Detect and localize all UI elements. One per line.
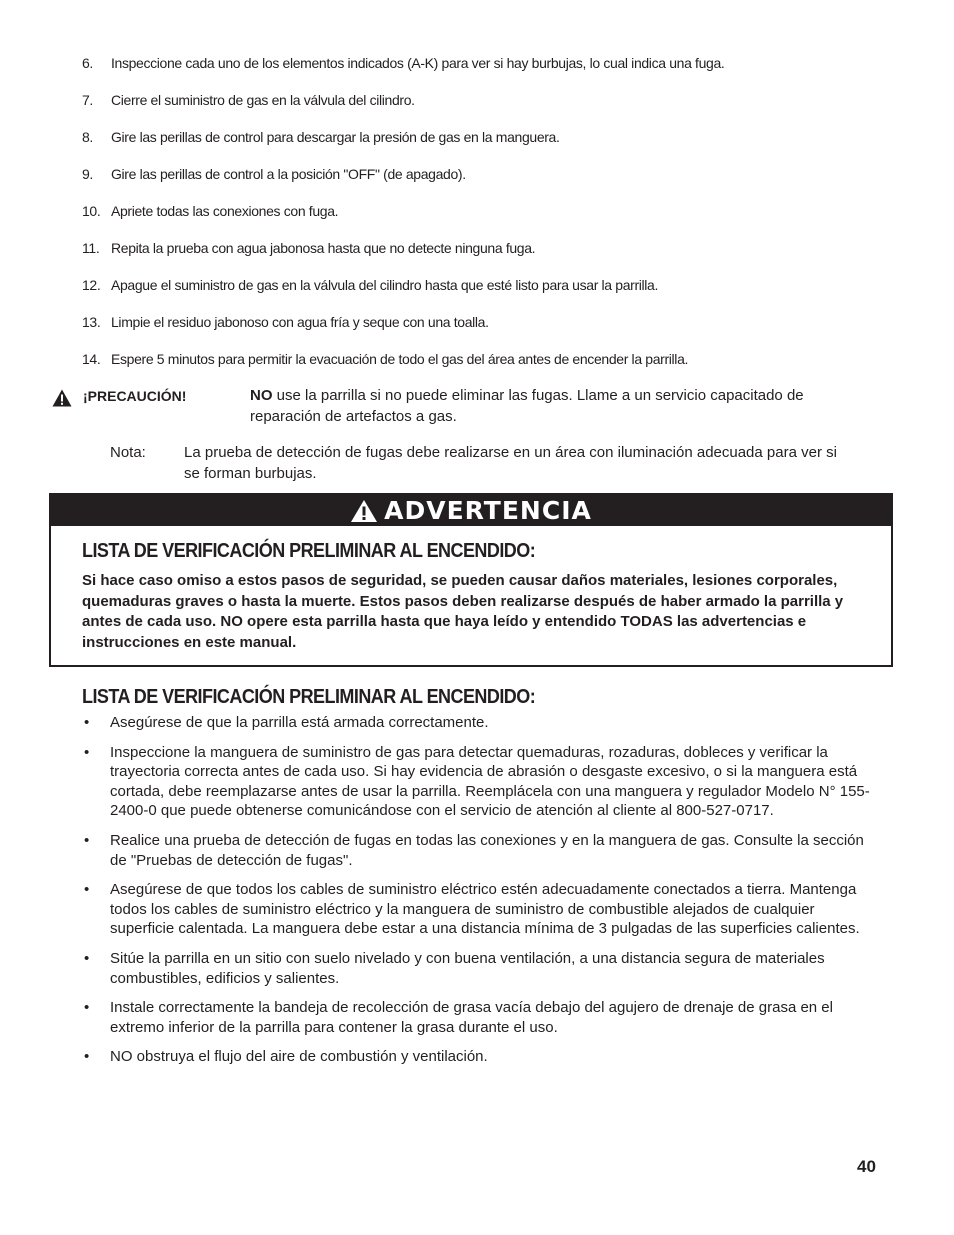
step-text: Gire las perillas de control a la posición "OFF" (de apagado). (111, 166, 466, 182)
step-text: Inspeccione cada uno de los elementos indicados (A-K) para ver si hay burbujas, lo cual indica una fuga. (111, 55, 725, 71)
step-item (82, 203, 902, 240)
warning-triangle-icon (52, 389, 72, 407)
list-item-text: Realice una prueba de detección de fugas en todas las conexiones y en la manguera de gas. Consulte la sección de "Pruebas de detección de fugas". (110, 831, 864, 869)
step-number: 13. (82, 314, 101, 330)
list-item (82, 1047, 882, 1067)
list-item-text: Inspeccione la manguera de suministro de gas para detectar quemaduras, rozaduras, dobleces y verificar la trayectoria correcta antes de cada uso. Si hay evidencia de abrasión o desgaste excesivo, o si la manguera está cortada, debe reemplazarse antes de usar la parrilla. Reemplácela con una manguera y regulador Modelo N° 155-2400-0 que puede obtenerse comunicándose con el servicio de atención al cliente al 800-527-0717. (110, 743, 870, 820)
step-item (82, 92, 902, 129)
step-text: Cierre el suministro de gas en la válvula del cilindro. (111, 92, 415, 108)
step-number: 9. (82, 166, 93, 182)
step-number: 7. (82, 92, 93, 108)
warning-title: ADVERTENCIA (384, 496, 592, 525)
step-item (82, 129, 902, 166)
step-item (82, 55, 902, 92)
step-text: Gire las perillas de control para descargar la presión de gas en la manguera. (111, 129, 560, 145)
caution-text: use la parrilla si no puede eliminar las fugas. Llame a un servicio capacitado de reparación de artefactos a gas. (250, 387, 804, 425)
list-item (82, 949, 882, 988)
list-item (82, 831, 882, 870)
list-item-text: Asegúrese de que todos los cables de suministro eléctrico estén adecuadamente conectados a tierra. Mantenga todos los cables de suministro eléctrico y la manguera de suministro de combustible alejados de cualquier superficie calentada. La manguera debe estar a una distancia mínima de 3 pulgadas de las superficies calientes. (110, 881, 860, 938)
bullet-symbol: • (84, 714, 90, 731)
warning-triangle-icon (350, 499, 378, 523)
bullet-symbol: • (84, 949, 90, 967)
step-number: 6. (82, 55, 93, 71)
step-item (82, 166, 902, 203)
warning-banner (51, 495, 891, 526)
note-label: Nota: (110, 444, 146, 461)
list-item (82, 880, 882, 939)
step-text: Apriete todas las conexiones con fuga. (111, 203, 339, 219)
checklist (82, 713, 882, 1077)
bullet-symbol: • (84, 743, 90, 761)
page-number: 40 (857, 1157, 876, 1176)
caution-message (250, 386, 860, 427)
list-item-text: Asegúrese de que la parrilla está armada correctamente. (110, 714, 489, 731)
caution-label: ¡PRECAUCIÓN! (83, 388, 187, 404)
bullet-symbol: • (84, 999, 90, 1017)
step-text: Limpie el residuo jabonoso con agua fría y seque con una toalla. (111, 314, 489, 330)
list-item-text: NO obstruya el flujo del aire de combustión y ventilación. (110, 1048, 488, 1066)
bullet-symbol: • (84, 831, 90, 849)
step-number: 14. (82, 351, 101, 367)
step-number: 11. (82, 240, 100, 256)
step-item (82, 277, 902, 314)
step-item (82, 240, 902, 277)
warning-heading: LISTA DE VERIFICACIÓN PRELIMINAR AL ENCENDIDO: (82, 540, 536, 562)
step-number: 12. (82, 277, 101, 293)
step-item (82, 351, 902, 388)
caution-emphasis: NO (250, 387, 273, 404)
step-item (82, 314, 902, 351)
step-text: Repita la prueba con agua jabonosa hasta que no detecte ninguna fuga. (111, 240, 536, 256)
checklist-heading: LISTA DE VERIFICACIÓN PRELIMINAR AL ENCENDIDO: (82, 686, 536, 708)
leak-test-steps (82, 55, 902, 388)
note-text: La prueba de detección de fugas debe realizarse en un área con iluminación adecuada para ver si se forman burbujas. (184, 444, 837, 482)
warning-box (49, 493, 893, 667)
list-item (82, 713, 882, 733)
step-number: 10. (82, 203, 101, 219)
bullet-symbol: • (84, 881, 90, 899)
step-text: Apague el suministro de gas en la válvula del cilindro hasta que esté listo para usar la parrilla. (111, 277, 659, 293)
list-item (82, 998, 882, 1037)
step-text: Espere 5 minutos para permitir la evacuación de todo el gas del área antes de encender la parrilla. (111, 351, 689, 367)
warning-text: Si hace caso omiso a estos pasos de seguridad, se pueden causar daños materiales, lesiones corporales, quemaduras graves o hasta la muerte. Estos pasos deben realizarse después de haber armado la parrilla y antes de cada uso. NO opere esta parrilla hasta que haya leído y entendido TODAS las advertencias e instrucciones en este manual. (82, 572, 844, 651)
list-item-text: Sitúe la parrilla en un sitio con suelo nivelado y con buena ventilación, a una distancia segura de materiales combustibles, edificios y salientes. (110, 949, 825, 987)
bullet-symbol: • (84, 1048, 90, 1066)
step-number: 8. (82, 129, 93, 145)
list-item (82, 743, 882, 821)
list-item-text: Instale correctamente la bandeja de recolección de grasa vacía debajo del agujero de drenaje de grasa en el extremo inferior de la parrilla para contener la grasa durante el uso. (110, 999, 833, 1036)
